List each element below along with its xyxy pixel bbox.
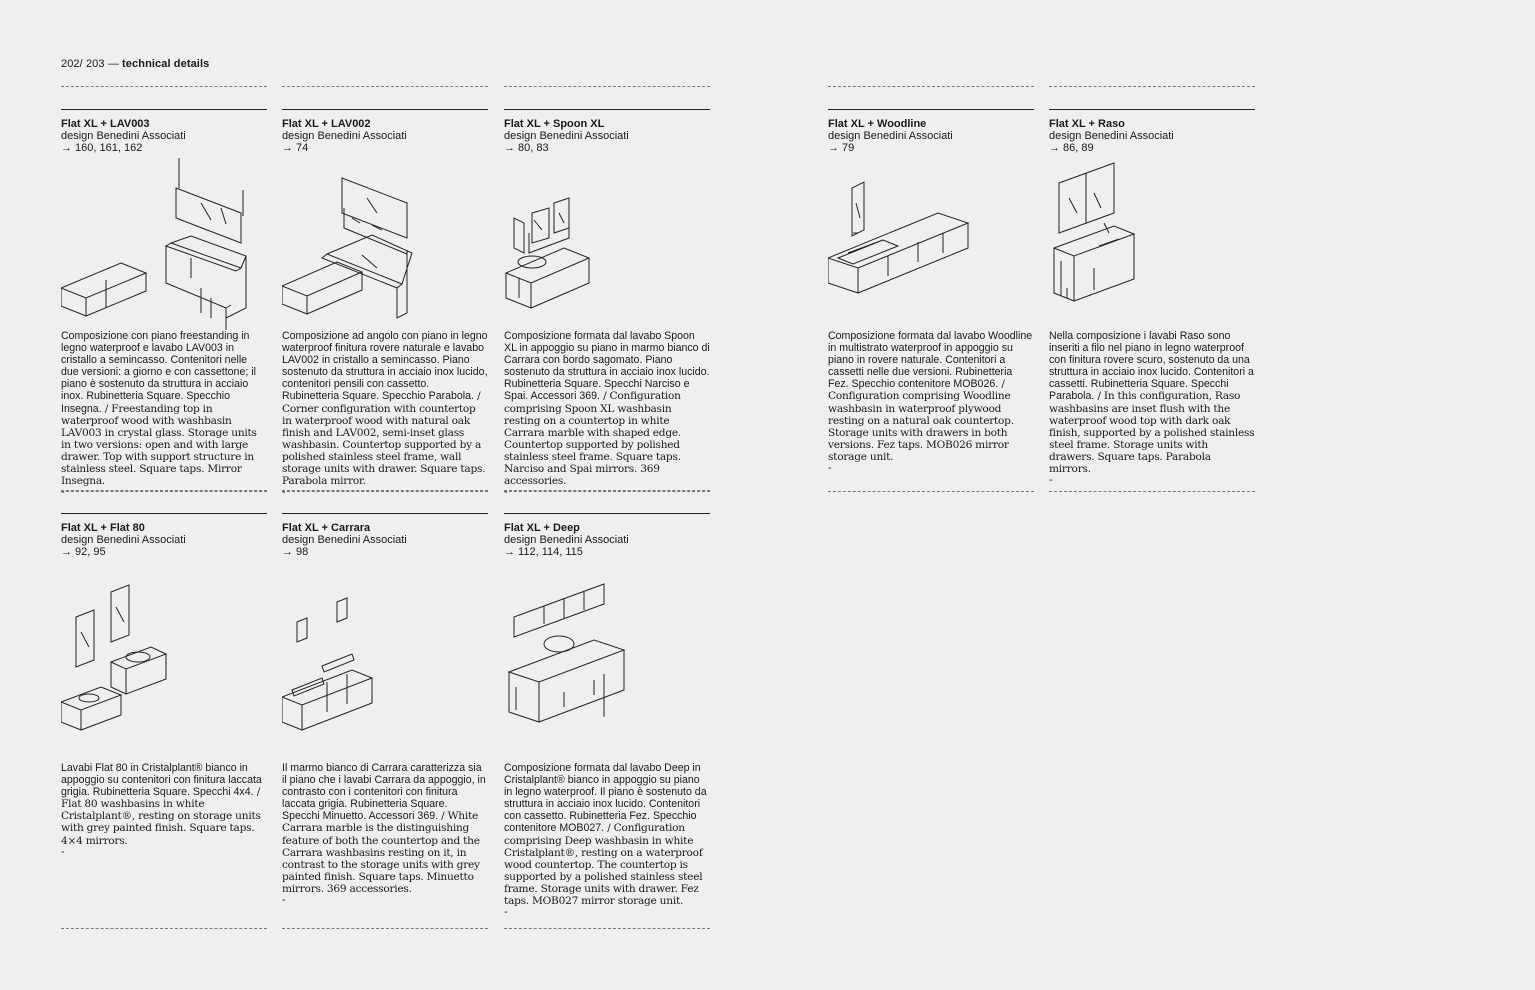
composition-illustration	[61, 562, 267, 762]
designer: design Benedini Associati	[282, 130, 407, 142]
description	[1049, 330, 1255, 475]
title-rule	[282, 513, 488, 514]
page-references: → 98	[282, 546, 309, 558]
product-card	[282, 86, 488, 497]
card-divider	[282, 928, 488, 929]
composition-illustration	[504, 158, 710, 330]
description-english: / Configuration comprising Woodline washbasin in waterproof plywood resting on a natural oak countertop. Storage units with drawers in both versions. Fez taps. MOB026 mirror storage unit.	[828, 378, 1014, 463]
description-english: / In this configuration, Raso washbasins are inset flush with the waterproof wood top with dark oak finish, supported by a polished stainless steel frame. Storage units with drawers. Square taps. Parabola mirrors.	[1049, 390, 1255, 476]
description-italian: Nella composizione i lavabi Raso sono inseriti a filo nel piano in legno waterproof con finitura rovere scuro, sostenuto da una struttura in acciaio inox lucido. Contenitori a cassetti. Rubinetteria Square. Specchi Parabola.	[1049, 330, 1254, 403]
description-italian: Composizione formata dal lavabo Spoon XL in appoggio su piano in marmo bianco di Carrara con bordo sagomato. Piano sostenuto da struttura in acciaio inox lucido. Rubinetteria Square. Specchi Narciso e Spai. Accessori 369.	[504, 330, 710, 403]
composition-drawing	[61, 158, 267, 330]
top-dashed-rule	[1049, 86, 1255, 87]
product-card	[1049, 86, 1255, 485]
end-mark: -	[61, 845, 65, 858]
end-mark: -	[828, 462, 832, 475]
page-references: → 160, 161, 162	[61, 142, 143, 154]
title-rule	[504, 109, 710, 110]
end-mark: -	[282, 894, 286, 907]
description	[282, 330, 488, 487]
composition-drawing	[282, 562, 488, 734]
designer: design Benedini Associati	[61, 130, 186, 142]
page-header	[61, 58, 209, 70]
description	[61, 762, 267, 847]
card-divider	[504, 491, 710, 492]
product-title: Flat XL + Carrara	[282, 522, 371, 534]
composition-illustration	[1049, 158, 1255, 330]
composition-drawing	[61, 562, 267, 734]
description	[61, 330, 267, 487]
title-rule	[61, 109, 267, 110]
description-italian: Composizione formata dal lavabo Woodline in multistrato waterproof in appoggio su piano in rovere naturale. Contenitori a cassetti nelle due versioni. Rubinetteria Fez. Specchio contenitore MOB026.	[828, 330, 1033, 391]
top-dashed-rule	[282, 86, 488, 87]
end-mark: -	[504, 906, 508, 919]
product-title: Flat XL + Flat 80	[61, 522, 145, 534]
end-mark: -	[504, 486, 508, 499]
composition-drawing	[282, 158, 488, 330]
designer: design Benedini Associati	[504, 130, 629, 142]
header-separator: —	[107, 58, 119, 70]
product-card	[282, 490, 488, 905]
page-references: → 112, 114, 115	[504, 546, 583, 558]
top-dashed-rule	[61, 86, 267, 87]
description-english: / Freestanding top in waterproof wood with washbasin LAV003 in crystal glass. Storage units in two versions: open and with large drawer. Top with support structure in stainless steel. Square taps. Mirror Insegna.	[61, 402, 257, 488]
description-italian: Composizione con piano freestanding in legno waterproof e lavabo LAV003 in cristallo a semincasso. Contenitori nelle due versioni: a giorno e con cassettone; il piano è sostenuto da struttura in acciaio inox. Rubinetteria Square. Specchio Insegna.	[61, 330, 256, 415]
card-divider	[61, 928, 267, 929]
description-italian: Lavabi Flat 80 in Cristalplant® bianco in appoggio su contenitori con finitura laccata grigia. Rubinetteria Square. Specchi 4x4.	[61, 762, 262, 799]
designer: design Benedini Associati	[504, 534, 629, 546]
description	[828, 330, 1034, 463]
composition-drawing	[504, 562, 710, 734]
card-divider	[282, 491, 488, 492]
description-english: / Flat 80 washbasins in white Cristalplant®, resting on storage units with grey painted finish. Square taps. 4×4 mirrors.	[61, 786, 261, 847]
designer: design Benedini Associati	[61, 534, 186, 546]
product-card	[504, 86, 710, 497]
page-references: → 92, 95	[61, 546, 106, 558]
card-divider	[828, 491, 1034, 492]
card-divider	[61, 491, 267, 492]
end-mark: -	[1049, 474, 1053, 487]
card-divider	[1049, 491, 1255, 492]
page-references: → 79	[828, 142, 855, 154]
end-mark: -	[282, 486, 286, 499]
description	[504, 762, 710, 907]
composition-illustration	[61, 158, 267, 330]
composition-drawing	[1049, 158, 1255, 330]
product-title: Flat XL + LAV002	[282, 118, 371, 130]
end-mark: -	[61, 486, 65, 499]
designer: design Benedini Associati	[1049, 130, 1174, 142]
top-dashed-rule	[828, 86, 1034, 87]
description-english: / Configuration comprising Deep washbasin in white Cristalplant®, resting on a waterproof wood countertop. The countertop is supported by a polished stainless steel frame. Storage units with drawer. Fez taps. MOB027 mirror storage unit.	[504, 822, 703, 908]
composition-illustration	[504, 562, 710, 762]
product-title: Flat XL + Raso	[1049, 118, 1125, 130]
description	[282, 762, 488, 895]
composition-illustration	[282, 158, 488, 330]
designer: design Benedini Associati	[282, 534, 407, 546]
product-card	[828, 86, 1034, 473]
composition-illustration	[282, 562, 488, 762]
description	[504, 330, 710, 487]
title-rule	[828, 109, 1034, 110]
designer: design Benedini Associati	[828, 130, 953, 142]
section-title: technical details	[122, 58, 210, 70]
product-card	[61, 86, 267, 497]
product-title: Flat XL + Spoon XL	[504, 118, 605, 130]
title-rule	[282, 109, 488, 110]
description-italian: Il marmo bianco di Carrara caratterizza sia il piano che i lavabi Carrara da appoggio, in contrasto con i contenitori con finitura laccata grigia. Rubinetteria Square. Specchi Minuetto. Accessori 369.	[282, 762, 486, 823]
description-italian: Composizione formata dal lavabo Deep in Cristalplant® bianco in appoggio su piano in legno waterproof. Il piano è sostenuto da struttura in acciaio inox lucido. Contenitori con cassetto. Rubinetteria Fez. Specchio contenitore MOB027.	[504, 762, 707, 835]
composition-illustration	[828, 158, 1034, 330]
title-rule	[1049, 109, 1255, 110]
composition-drawing	[504, 158, 710, 330]
title-rule	[61, 513, 267, 514]
description-english: / White Carrara marble is the distinguishing feature of both the countertop and the Carrara washbasins resting on it, in contrast to the storage units with grey painted finish. Square taps. Minuetto mirrors. 369 accessories.	[282, 810, 480, 895]
page-references: → 86, 89	[1049, 142, 1094, 154]
title-rule	[504, 513, 710, 514]
card-divider	[504, 928, 710, 929]
product-title: Flat XL + Deep	[504, 522, 580, 534]
product-card	[504, 490, 710, 917]
product-title: Flat XL + Woodline	[828, 118, 927, 130]
product-title: Flat XL + LAV003	[61, 118, 150, 130]
description-english: / Corner configuration with countertop in waterproof wood with natural oak finish and LAV002, semi-inset glass washbasin. Countertop supported by a polished stainless steel frame, wall storage units with drawer. Square taps. Parabola mirror.	[282, 390, 486, 488]
page-references: → 80, 83	[504, 142, 549, 154]
top-dashed-rule	[504, 86, 710, 87]
product-card	[61, 490, 267, 857]
description-italian: Composizione ad angolo con piano in legno waterproof finitura rovere naturale e lavabo LAV002 in cristallo a semincasso. Piano sostenuto da struttura in acciaio inox lucido, contenitori pensili con cassetto. Rubinetteria Square. Specchio Parabola.	[282, 330, 488, 403]
page-numbers: 202/ 203	[61, 58, 105, 70]
page-references: → 74	[282, 142, 309, 154]
composition-drawing	[828, 158, 1034, 330]
description-english: / Configuration comprising Spoon XL washbasin resting on a countertop in white Carrara marble with shaped edge. Countertop supported by polished stainless steel frame. Square taps. Narciso and Spai mirrors. 369 accessories.	[504, 390, 681, 488]
